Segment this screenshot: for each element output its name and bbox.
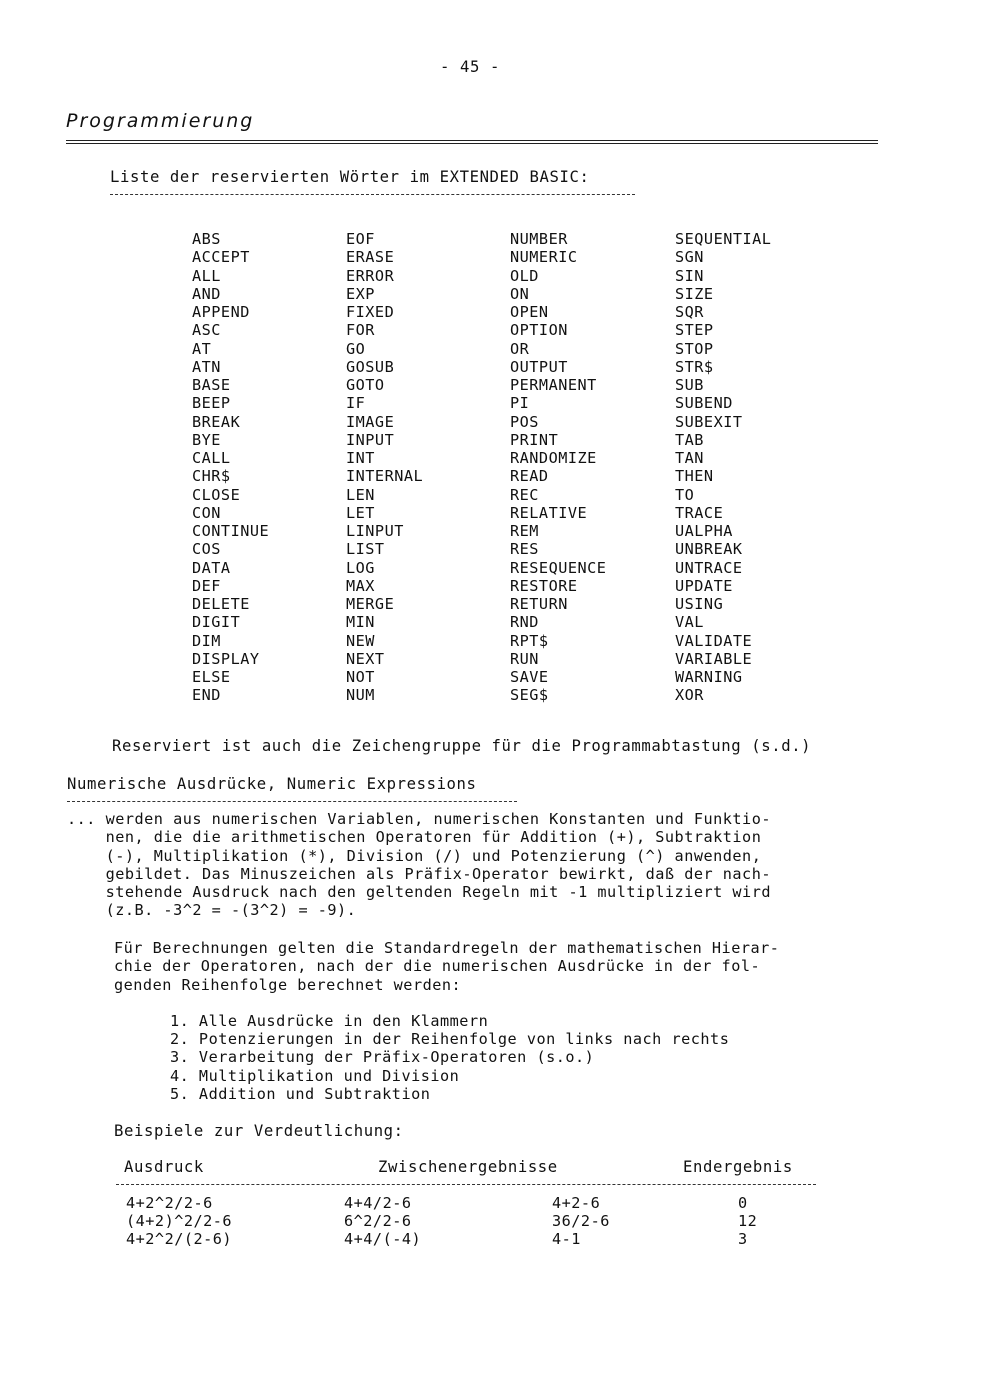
table-column-expression: [126, 1194, 232, 1248]
reserved-word: OUTPUT: [510, 357, 568, 376]
reserved-word: WARNING: [675, 668, 743, 686]
reserved-word: ATN: [192, 357, 221, 376]
reserved-word: INPUT: [346, 430, 395, 449]
reserved-word: SIN: [675, 266, 704, 285]
reserved-words-column-4: [675, 230, 771, 705]
evaluation-order-list: [170, 1012, 729, 1103]
reserved-word: LIST: [346, 540, 385, 559]
reserved-word: NEW: [346, 631, 375, 650]
reserved-word: UPDATE: [675, 576, 733, 595]
reserved-word: SUB: [675, 376, 704, 394]
reserved-word: BYE: [192, 430, 221, 449]
paragraph-line: nen, die die arithmetischen Operatoren für Addition (+), Subtraktion: [67, 828, 762, 847]
reserved-word: UNBREAK: [675, 540, 743, 559]
reserved-word: DIM: [192, 631, 221, 650]
reserved-word: TRACE: [675, 503, 724, 522]
reserved-word: BASE: [192, 376, 231, 394]
reserved-word: NOT: [346, 668, 375, 686]
reserved-word: DIGIT: [192, 613, 241, 632]
reserved-word: OPEN: [510, 303, 549, 321]
reserved-word: PERMANENT: [510, 376, 597, 394]
reserved-word: OPTION: [510, 321, 568, 340]
reserved-word: UALPHA: [675, 522, 733, 540]
list-item: 4. Multiplikation und Division: [170, 1066, 460, 1085]
reserved-word: SEG$: [510, 686, 549, 705]
reserved-word: DISPLAY: [192, 649, 260, 668]
table-column-final: [738, 1194, 757, 1248]
reserved-word: SQR: [675, 303, 704, 321]
reserved-word: LET: [346, 503, 375, 522]
reserved-word: CON: [192, 503, 221, 522]
reserved-word: FOR: [346, 321, 375, 340]
page-title: Programmierung: [66, 110, 255, 132]
reserved-words-title: Liste der reservierten Wörter im EXTENDED BASIC:: [110, 168, 590, 186]
reserved-word: CHR$: [192, 467, 231, 486]
reserved-word: RES: [510, 540, 539, 559]
table-cell: 12: [738, 1212, 758, 1230]
reserved-word: AND: [192, 284, 221, 303]
reserved-word: MIN: [346, 613, 375, 632]
table-header-intermediate: Zwischenergebnisse: [378, 1158, 558, 1176]
reserved-word: BREAK: [192, 412, 241, 431]
numeric-paragraph-1: [67, 810, 771, 920]
table-column-intermediate-2: [552, 1194, 610, 1248]
reserved-word: INTERNAL: [346, 467, 424, 486]
reserved-word: AT: [192, 339, 212, 358]
reserved-word: STOP: [675, 339, 714, 358]
reserved-word: NEXT: [346, 649, 385, 668]
reserved-words-column-3: [510, 230, 606, 705]
page-number: - 45 -: [440, 58, 500, 76]
reserved-word: ERROR: [346, 266, 395, 285]
reserved-word: COS: [192, 540, 221, 559]
reserved-word: VAL: [675, 613, 704, 632]
examples-label: Beispiele zur Verdeutlichung:: [114, 1122, 404, 1140]
reserved-word: GOTO: [346, 376, 385, 394]
reserved-word: DELETE: [192, 595, 250, 613]
reserved-word: STEP: [675, 321, 714, 340]
reserved-word: SUBEND: [675, 394, 733, 413]
reserved-word: CALL: [192, 449, 231, 467]
table-cell: 4-1: [552, 1230, 581, 1248]
reserved-word: LINPUT: [346, 522, 404, 540]
reserved-word: LEN: [346, 485, 375, 504]
reserved-word: NUM: [346, 686, 375, 705]
paragraph-line: Für Berechnungen gelten die Standardregeln der mathematischen Hierar-: [114, 939, 780, 957]
reserved-word: EXP: [346, 284, 375, 303]
reserved-word: UNTRACE: [675, 558, 743, 577]
reserved-word: GOSUB: [346, 357, 395, 376]
reserved-word: EOF: [346, 230, 375, 248]
table-cell: 4+4/2-6: [344, 1194, 412, 1212]
table-cell: 4+4/(-4): [344, 1230, 422, 1248]
paragraph-line: chie der Operatoren, nach der die numerischen Ausdrücke in der fol-: [114, 957, 761, 976]
reserved-note: Reserviert ist auch die Zeichengruppe für die Programmabtastung (s.d.): [112, 737, 812, 755]
table-header-final: Endergebnis: [683, 1158, 793, 1176]
list-item: 1. Alle Ausdrücke in den Klammern: [170, 1012, 489, 1030]
reserved-word: ALL: [192, 266, 221, 285]
reserved-word: RETURN: [510, 595, 568, 613]
paragraph-line: (-), Multiplikation (*), Division (/) und Potenzierung (^) anwenden,: [67, 846, 762, 865]
reserved-word: IMAGE: [346, 412, 395, 431]
paragraph-line: genden Reihenfolge berechnet werden:: [114, 975, 462, 994]
reserved-words-underline: [110, 194, 635, 195]
table-cell: 4+2-6: [552, 1194, 601, 1212]
reserved-word: ABS: [192, 230, 221, 248]
numeric-paragraph-2: [114, 939, 779, 994]
reserved-word: RESEQUENCE: [510, 558, 607, 577]
list-item: 3. Verarbeitung der Präfix-Operatoren (s.o.): [170, 1048, 595, 1067]
reserved-word: DATA: [192, 558, 231, 577]
reserved-word: USING: [675, 595, 724, 613]
reserved-word: SIZE: [675, 284, 714, 303]
reserved-word: POS: [510, 412, 539, 431]
reserved-word: FIXED: [346, 303, 395, 321]
reserved-word: ASC: [192, 321, 221, 340]
paragraph-line: ... werden aus numerischen Variablen, numerischen Konstanten und Funktio-: [67, 810, 771, 828]
reserved-words-column-2: [346, 230, 423, 705]
reserved-word: PI: [510, 394, 530, 413]
paragraph-line: (z.B. -3^2 = -(3^2) = -9).: [67, 901, 357, 920]
reserved-word: TO: [675, 485, 695, 504]
table-header-underline: [116, 1184, 816, 1185]
table-cell: 3: [738, 1230, 748, 1248]
reserved-word: SEQUENTIAL: [675, 230, 772, 248]
reserved-word: INT: [346, 449, 375, 467]
reserved-word: PRINT: [510, 430, 559, 449]
reserved-word: RANDOMIZE: [510, 449, 597, 467]
reserved-word: IF: [346, 394, 366, 413]
table-cell: 4+2^2/2-6: [126, 1194, 213, 1212]
reserved-word: THEN: [675, 467, 714, 486]
reserved-word: MAX: [346, 576, 375, 595]
table-cell: 6^2/2-6: [344, 1212, 412, 1230]
reserved-word: VARIABLE: [675, 649, 753, 668]
reserved-word: ON: [510, 284, 530, 303]
reserved-word: ELSE: [192, 668, 231, 686]
reserved-word: RPT$: [510, 631, 549, 650]
paragraph-line: stehende Ausdruck nach den geltenden Regeln mit -1 multipliziert wird: [67, 883, 771, 901]
reserved-word: BEEP: [192, 394, 231, 413]
reserved-word: OLD: [510, 266, 539, 285]
reserved-word: RUN: [510, 649, 539, 668]
numeric-heading: Numerische Ausdrücke, Numeric Expressions: [67, 775, 477, 793]
reserved-word: END: [192, 686, 221, 705]
reserved-word: LOG: [346, 558, 375, 577]
table-cell: 4+2^2/(2-6): [126, 1230, 233, 1248]
table-cell: (4+2)^2/2-6: [126, 1212, 233, 1230]
reserved-word: STR$: [675, 357, 714, 376]
reserved-word: RESTORE: [510, 576, 578, 595]
reserved-word: GO: [346, 339, 366, 358]
reserved-word: APPEND: [192, 303, 250, 321]
reserved-word: SGN: [675, 248, 704, 267]
reserved-word: ERASE: [346, 248, 395, 267]
reserved-word: DEF: [192, 576, 221, 595]
reserved-word: TAN: [675, 449, 704, 467]
reserved-word: NUMBER: [510, 230, 568, 248]
table-cell: 0: [738, 1194, 748, 1212]
reserved-words-column-1: [192, 230, 269, 705]
reserved-word: RELATIVE: [510, 503, 588, 522]
reserved-word: RND: [510, 613, 539, 632]
reserved-word: SUBEXIT: [675, 412, 743, 431]
title-double-rule: [66, 140, 878, 144]
reserved-word: READ: [510, 467, 549, 486]
list-item: 2. Potenzierungen in der Reihenfolge von links nach rechts: [170, 1030, 730, 1049]
reserved-word: REC: [510, 485, 539, 504]
table-column-intermediate-1: [344, 1194, 421, 1248]
table-cell: 36/2-6: [552, 1212, 610, 1230]
reserved-word: XOR: [675, 686, 704, 705]
numeric-heading-underline: [67, 801, 517, 802]
reserved-word: ACCEPT: [192, 248, 250, 267]
reserved-word: NUMERIC: [510, 248, 578, 267]
table-header-expression: Ausdruck: [124, 1158, 204, 1176]
reserved-word: SAVE: [510, 668, 549, 686]
reserved-word: VALIDATE: [675, 631, 753, 650]
reserved-word: CONTINUE: [192, 522, 270, 540]
list-item: 5. Addition und Subtraktion: [170, 1084, 431, 1103]
reserved-word: TAB: [675, 430, 704, 449]
reserved-word: REM: [510, 522, 539, 540]
reserved-word: MERGE: [346, 595, 395, 613]
reserved-word: OR: [510, 339, 530, 358]
reserved-word: CLOSE: [192, 485, 241, 504]
paragraph-line: gebildet. Das Minuszeichen als Präfix-Operator bewirkt, daß der nach-: [67, 864, 771, 883]
